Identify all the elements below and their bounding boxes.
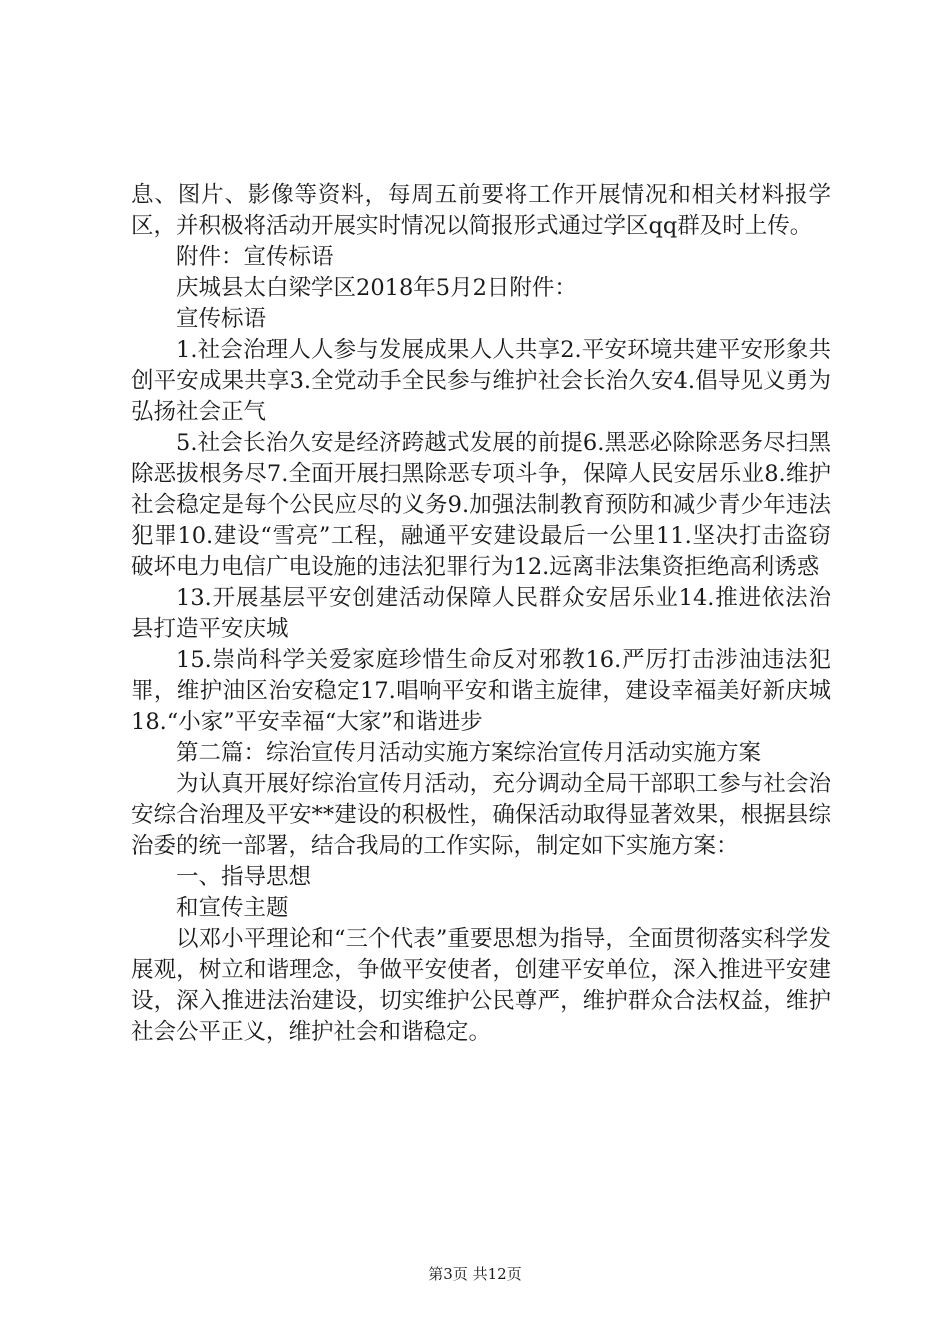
paragraph-continued-materials: 息、图片、影像等资料，每周五前要将工作开展情况和相关材料报学区，并积极将活动开展实时情况以简报形式通过学区qq群及时上传。 <box>131 182 831 239</box>
paragraph-attachment-note: 附件：宣传标语 <box>176 244 334 270</box>
paragraph-slogans-5-12: 5.社会长治久安是经济跨越式发展的前提6.黑恶必除除恶务尽扫黑除恶拔根务尽7.全面开展扫黑除恶专项斗争，保障人民安居乐业8.维护社会稳定是每个公民应尽的义务9.加强法制教育预防和减少青少年违法犯罪10.建设“雪亮”工程，融通平安建设最后一公里11.坚决打击盗窃破坏电力电信广电设施的违法犯罪行为12.远离非法集资拒绝高利诱惑 <box>131 430 831 580</box>
paragraph-guiding-thought-body: 以邓小平理论和“三个代表”重要思想为指导，全面贯彻落实科学发展观，树立和谐理念，争做平安使者，创建平安单位，深入推进平安建设，深入推进法治建设，切实维护公民尊严，维护群众合法权益，维护社会公平正义，维护社会和谐稳定。 <box>131 926 831 1045</box>
paragraph-plan-intro: 为认真开展好综治宣传月活动，充分调动全局干部职工参与社会治安综合治理及平安**建设的积极性，确保活动取得显著效果，根据县综治委的统一部署，结合我局的工作实际，制定如下实施方案： <box>131 771 831 859</box>
paragraph-theme-heading: 和宣传主题 <box>176 895 289 921</box>
document-body <box>131 180 831 1048</box>
paragraph-signature-date: 庆城县太白梁学区2018年5月2日附件： <box>176 275 577 301</box>
paragraph-section-two-title: 第二篇：综治宣传月活动实施方案综治宣传月活动实施方案 <box>176 740 762 766</box>
paragraph-slogans-13-14: 13.开展基层平安创建活动保障人民群众安居乐业14.推进依法治县打造平安庆城 <box>131 585 831 642</box>
paragraph-slogan-heading: 宣传标语 <box>176 306 267 332</box>
paragraph-slogans-1-4: 1.社会治理人人参与发展成果人人共享2.平安环境共建平安形象共创平安成果共享3.全党动手全民参与维护社会长治久安4.倡导见义勇为弘扬社会正气 <box>131 337 831 425</box>
paragraph-guiding-thought-heading: 一、指导思想 <box>176 864 312 890</box>
paragraph-slogans-15-18: 15.崇尚科学关爱家庭珍惜生命反对邪教16.严厉打击涉油违法犯罪，维护油区治安稳定17.唱响平安和谐主旋律，建设幸福美好新庆城18.“小家”平安幸福“大家”和谐进步 <box>131 647 831 735</box>
page-number-footer: 第3页 共12页 <box>428 1265 522 1283</box>
